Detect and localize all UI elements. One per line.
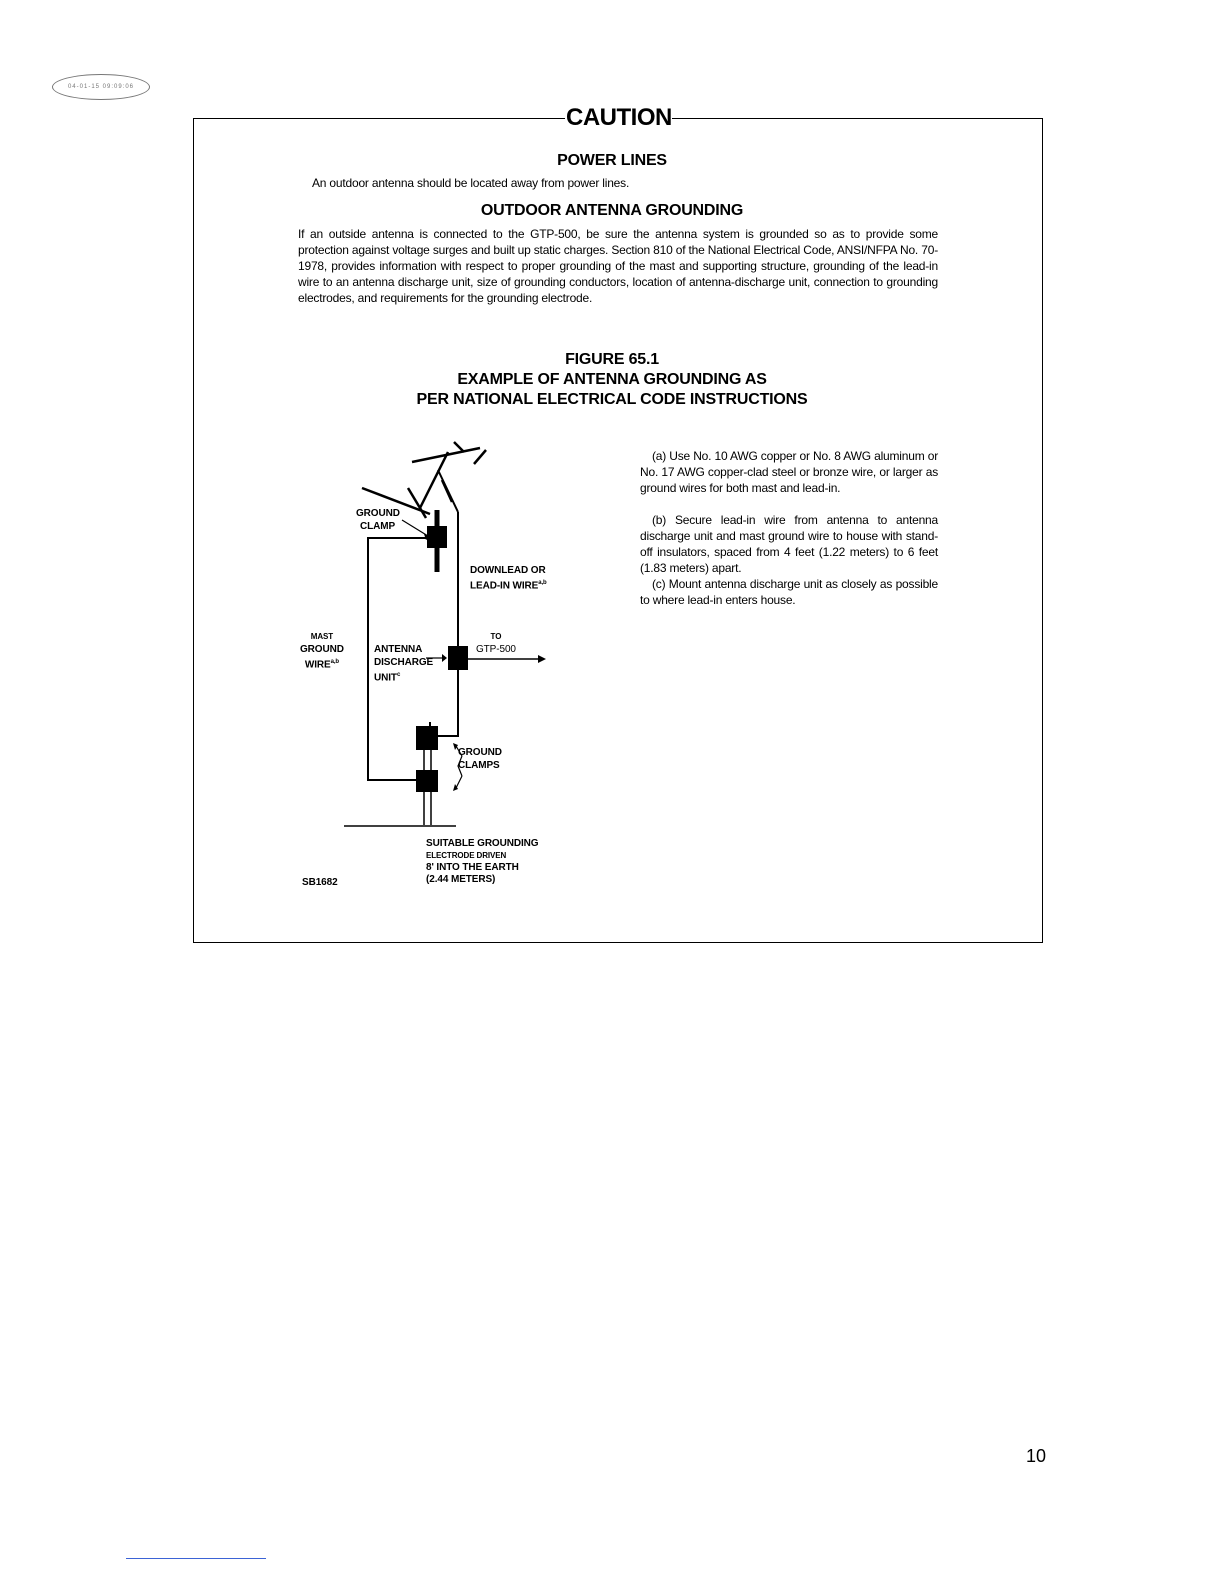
label-ground-clamp-line-1: GROUND [356, 508, 400, 519]
label-downlead-line-1: DOWNLEAD OR [470, 565, 546, 576]
outdoor-grounding-text: If an outside antenna is connected to the GTP-500, be sure the antenna system is grounded so as to provide some protection against voltage surges and built up static charges. Section 810 of the National Electrical Code, ANSI/NFPA No. 70-1978, provides information with respect to proper grounding of the mast and supporting structure, grounding of the lead-in wire to an antenna discharge unit, size of grounding conductors, location of antenna-discharge unit, connection to grounding electrodes, and requirements for the grounding electrode. [298, 227, 938, 305]
label-downlead [470, 564, 547, 592]
date-stamp: 04-01-15 09:09:06 [52, 74, 150, 100]
caution-rule-left [193, 118, 565, 119]
label-to-gtp-line-2: GTP-500 [476, 644, 516, 655]
figure-title-line-1: FIGURE 65.1 [565, 351, 659, 368]
caution-rule-right [664, 118, 1042, 119]
label-ground-clamps-line-2: CLAMPS [458, 760, 500, 771]
figure-notes [640, 448, 938, 624]
power-lines-text: An outdoor antenna should be located away from power lines. [312, 176, 630, 190]
label-mast-line-2: GROUND [300, 644, 344, 655]
note-c: (c) Mount antenna discharge unit as closely as possible to where lead-in enters house. [640, 577, 938, 607]
label-ground-clamp [356, 507, 400, 533]
note-b: (b) Secure lead-in wire from antenna to antenna discharge unit and mast ground wire to house with stand-off insulators, spaced from 4 feet (1.22 meters) to 6 feet (1.83 meters) apart. [640, 513, 938, 575]
label-mast-line-3: WIRE [304, 659, 331, 671]
figure-code: SB1682 [302, 877, 338, 888]
to-gtp-arrowhead [538, 655, 546, 663]
figure-title-line-2: EXAMPLE OF ANTENNA GROUNDING AS [457, 371, 767, 388]
label-discharge-unit [374, 643, 433, 684]
power-lines-heading: POWER LINES [557, 152, 667, 169]
figure-title-line-3: PER NATIONAL ELECTRICAL CODE INSTRUCTIONS [416, 391, 808, 408]
note-a: (a) Use No. 10 AWG copper or No. 8 AWG aluminum or No. 17 AWG copper-clad steel or bronze wire, or larger as ground wires for both mast and lead-in. [640, 449, 938, 495]
label-discharge-sup: c [396, 672, 401, 678]
label-mast-ground-wire [300, 630, 344, 671]
footer-rule [126, 1558, 266, 1559]
label-electrode-line-2: ELECTRODE DRIVEN [426, 851, 507, 860]
outdoor-grounding-heading: OUTDOOR ANTENNA GROUNDING [480, 202, 744, 219]
lead-in-wire-top [438, 470, 458, 512]
label-discharge-line-1: ANTENNA [374, 644, 423, 655]
label-mast-sup: a,b [330, 659, 339, 665]
label-to-gtp [476, 630, 516, 656]
label-to-gtp-line-1: TO [490, 632, 502, 641]
label-electrode-line-1: SUITABLE GROUNDING [426, 838, 539, 849]
antenna-element-tip [454, 442, 464, 452]
discharge-arrowhead [442, 654, 447, 662]
discharge-unit-block [448, 646, 468, 670]
figure-title [0, 350, 1224, 410]
ground-clamp-pointer [402, 520, 428, 536]
ground-clamp-lower [416, 770, 438, 792]
label-mast-line-1: MAST [310, 632, 334, 641]
label-ground-clamps-line-1: GROUND [458, 747, 502, 758]
ground-clamps-pointer-2 [456, 776, 462, 788]
label-downlead-line-2: LEAD-IN WIRE [470, 580, 539, 592]
ground-clamp-upper [416, 726, 438, 750]
label-discharge-line-3: UNIT [374, 672, 397, 684]
label-electrode-line-3: 8' INTO THE EARTH [426, 862, 519, 873]
label-ground-clamp-line-2: CLAMP [360, 521, 396, 532]
antenna-grounding-diagram [290, 440, 590, 910]
caution-title: CAUTION [566, 104, 672, 131]
label-electrode-line-4: (2.44 METERS) [426, 874, 496, 885]
label-discharge-line-2: DISCHARGE [374, 657, 434, 668]
label-ground-clamps [458, 746, 502, 772]
label-grounding-electrode [426, 838, 538, 886]
label-downlead-sup: a,b [538, 580, 547, 586]
page-number: 10 [1026, 1446, 1047, 1466]
